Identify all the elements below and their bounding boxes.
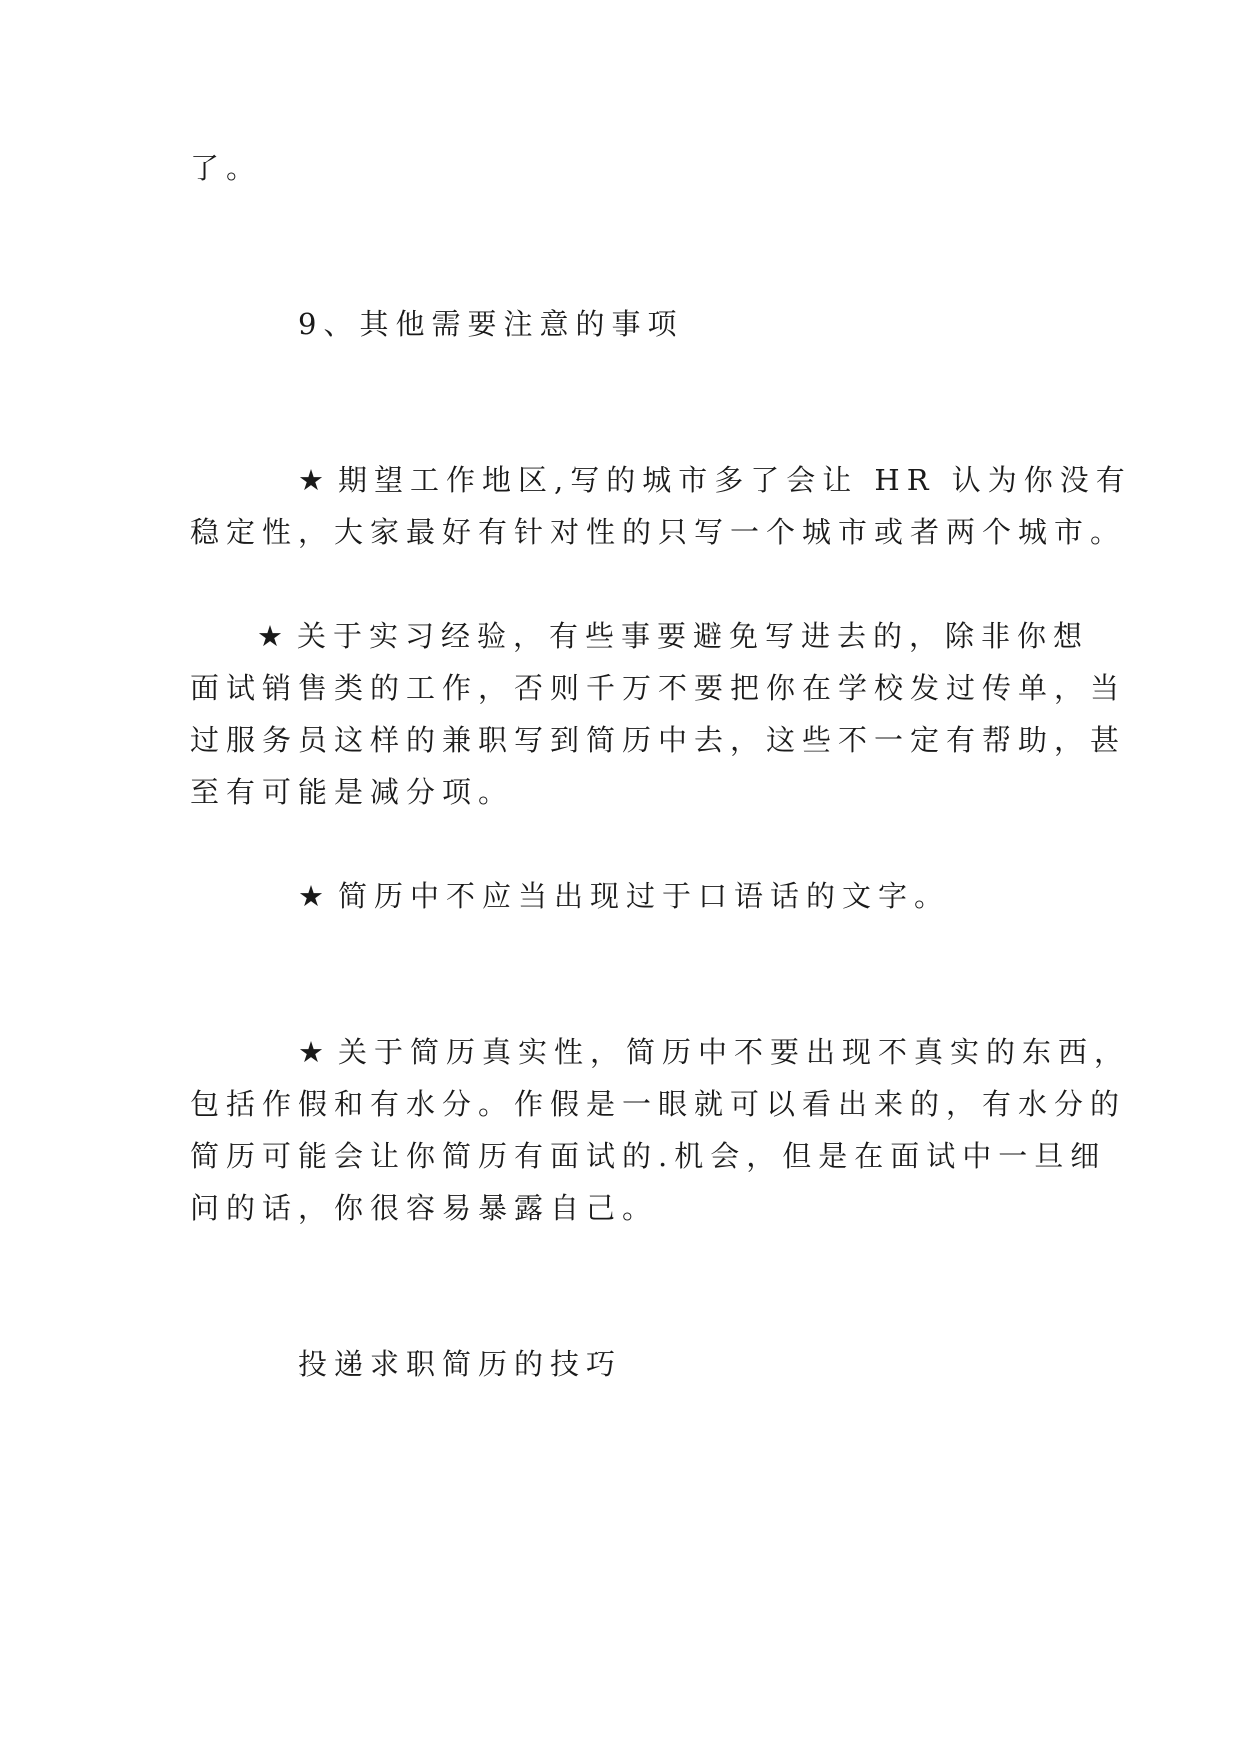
section-heading: 9、其他需要注意的事项: [298, 307, 684, 341]
star-icon: ★: [298, 1035, 324, 1069]
bullet-4-line-3: 简历可能会让你简历有面试的.机会，但是在面试中一旦细: [190, 1139, 1107, 1173]
bullet-1-line-1: 期望工作地区,写的城市多了会让 HR 认为你没有: [338, 463, 1132, 497]
bullet-2-first-line: [257, 618, 1089, 654]
bullet-1-first-line: [298, 462, 1132, 498]
bullet-2-line-4: 至有可能是减分项。: [190, 775, 515, 809]
bullet-4-first-line: [298, 1034, 1130, 1070]
bullet-2-line-3: 过服务员这样的兼职写到简历中去，这些不一定有帮助，甚: [190, 723, 1127, 757]
bullet-3-line-1: 简历中不应当出现过于口语话的文字。: [338, 879, 951, 913]
bullet-4-line-1: 关于简历真实性，简历中不要出现不真实的东西，: [338, 1035, 1131, 1069]
star-icon: ★: [298, 879, 324, 913]
bullet-2-line-2: 面试销售类的工作，否则千万不要把你在学校发过传单，当: [190, 671, 1127, 705]
final-heading: 投递求职简历的技巧: [298, 1347, 623, 1381]
bullet-3-first-line: [298, 878, 950, 914]
continuation-text: 了。: [190, 151, 263, 185]
star-icon: ★: [257, 619, 283, 653]
bullet-2-line-1: 关于实习经验，有些事要避免写进去的，除非你想: [297, 619, 1090, 653]
star-icon: ★: [298, 463, 324, 497]
bullet-1-line-2: 稳定性，大家最好有针对性的只写一个城市或者两个城市。: [190, 515, 1127, 549]
bullet-4-line-2: 包括作假和有水分。作假是一眼就可以看出来的，有水分的: [190, 1087, 1127, 1121]
bullet-4-line-4: 问的话，你很容易暴露自己。: [190, 1191, 659, 1225]
